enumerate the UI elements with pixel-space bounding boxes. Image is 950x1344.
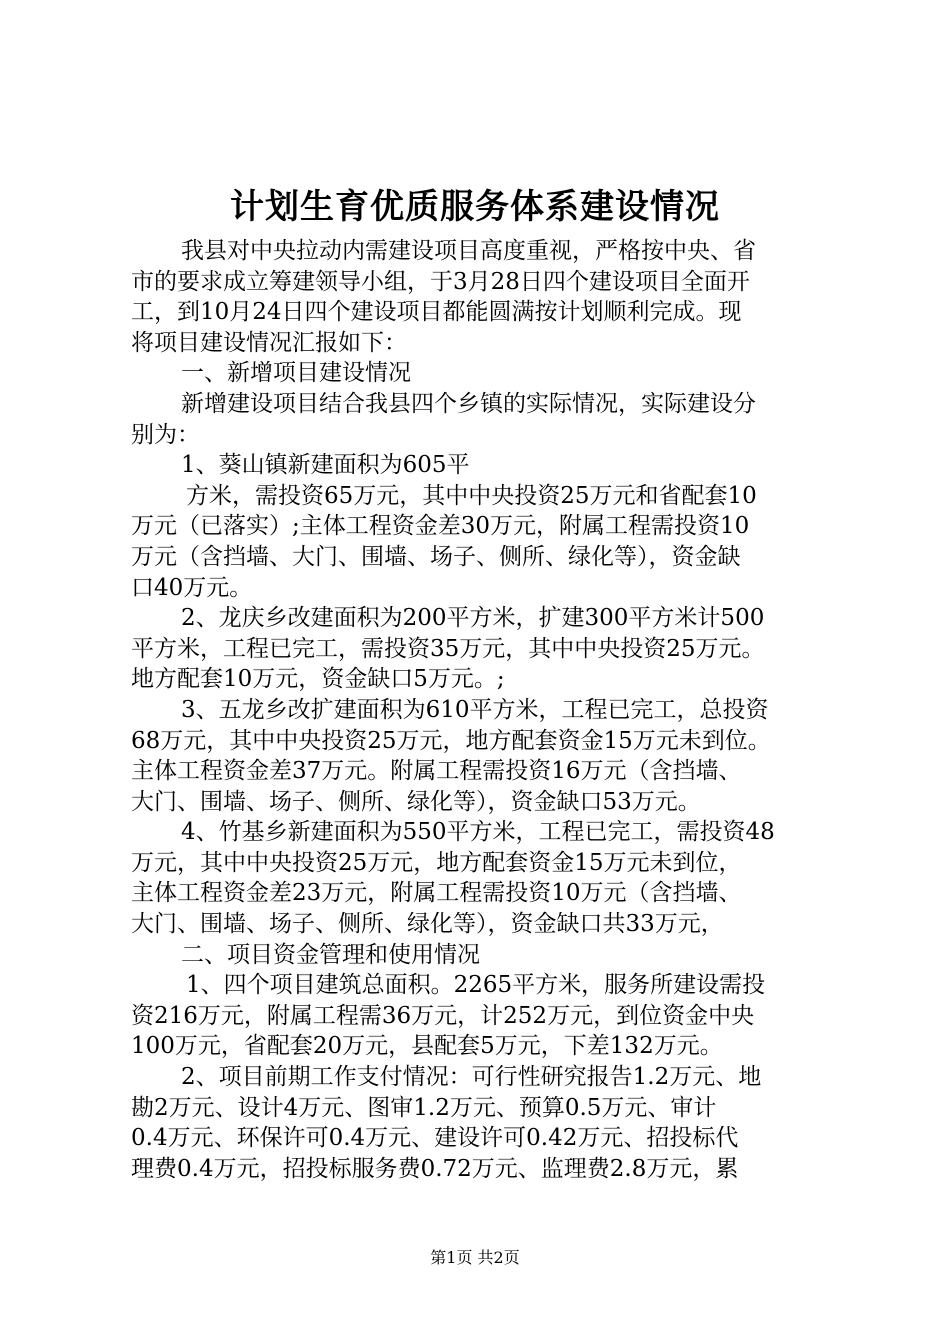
paragraph-line: 方米，需投资65万元，其中中央投资25万元和省配套10 [186, 482, 757, 509]
paragraph-line: 勘2万元、设计4万元、图审1.2万元、预算0.5万元、审计 [131, 1094, 717, 1121]
section-heading: 二、项目资金管理和使用情况 [181, 941, 480, 968]
page-footer: 第1页 共2页 [430, 1248, 520, 1267]
document-title: 计划生育优质服务体系建设情况 [230, 187, 720, 227]
paragraph-line: 理费0.4万元，招投标服务费0.72万元、监理费2.8万元，累 [131, 1155, 739, 1182]
paragraph-line: 工，到10月24日四个建设项目都能圆满按计划顺利完成。现 [131, 299, 742, 326]
paragraph-line: 资216万元，附属工程需36万元，计252万元，到位资金中央 [131, 1002, 755, 1029]
paragraph-line: 0.4万元、环保许可0.4万元、建设许可0.42万元、招投标代 [131, 1125, 739, 1152]
paragraph-line: 2、龙庆乡改建面积为200平方米，扩建300平方米计500 [181, 605, 765, 632]
paragraph-line: 主体工程资金差37万元。附属工程需投资16万元（含挡墙、 [131, 758, 742, 785]
paragraph-line: 万元（已落实）;主体工程资金差30万元，附属工程需投资10 [131, 513, 750, 540]
paragraph-line: 68万元，其中中央投资25万元，地方配套资金15万元未到位。 [131, 727, 771, 754]
paragraph-line: 新增建设项目结合我县四个乡镇的实际情况，实际建设分 [181, 390, 756, 417]
paragraph-line: 别为： [131, 421, 200, 448]
paragraph-line: 地方配套10万元，资金缺口5万元。; [131, 666, 505, 693]
paragraph-line: 100万元，省配套20万元，县配套5万元，下差132万元。 [131, 1033, 723, 1060]
paragraph-line: 市的要求成立筹建领导小组，于3月28日四个建设项目全面开 [131, 268, 750, 295]
paragraph-line: 3、五龙乡改扩建面积为610平方米，工程已完工，总投资 [181, 696, 769, 723]
paragraph-line: 我县对中央拉动内需建设项目高度重视，严格按中央、省 [181, 238, 756, 264]
document-body [131, 236, 831, 1184]
paragraph-line: 大门、围墙、场子、侧所、绿化等），资金缺口53万元。 [131, 788, 701, 815]
paragraph-line: 主体工程资金差23万元，附属工程需投资10万元（含挡墙、 [131, 880, 742, 907]
paragraph-line: 万元，其中中央投资25万元，地方配套资金15万元未到位， [131, 849, 742, 876]
paragraph-line: 4、竹基乡新建面积为550平方米，工程已完工，需投资48 [181, 819, 775, 846]
paragraph-line: 将项目建设情况汇报如下： [131, 329, 407, 356]
paragraph-line: 1、葵山镇新建面积为605平 [181, 452, 470, 479]
paragraph-line: 2、项目前期工作支付情况：可行性研究报告1.2万元、地 [181, 1064, 762, 1091]
paragraph-line: 1、四个项目建筑总面积。2265平方米，服务所建设需投 [186, 972, 766, 999]
paragraph-line: 万元（含挡墙、大门、围墙、场子、侧所、绿化等），资金缺 [131, 543, 741, 570]
paragraph-line: 口40万元。 [131, 574, 253, 601]
paragraph-line: 大门、围墙、场子、侧所、绿化等），资金缺口共33万元， [131, 911, 724, 938]
paragraph-line: 平方米，工程已完工，需投资35万元，其中中央投资25万元。 [131, 635, 765, 662]
section-heading: 一、新增项目建设情况 [181, 360, 411, 387]
